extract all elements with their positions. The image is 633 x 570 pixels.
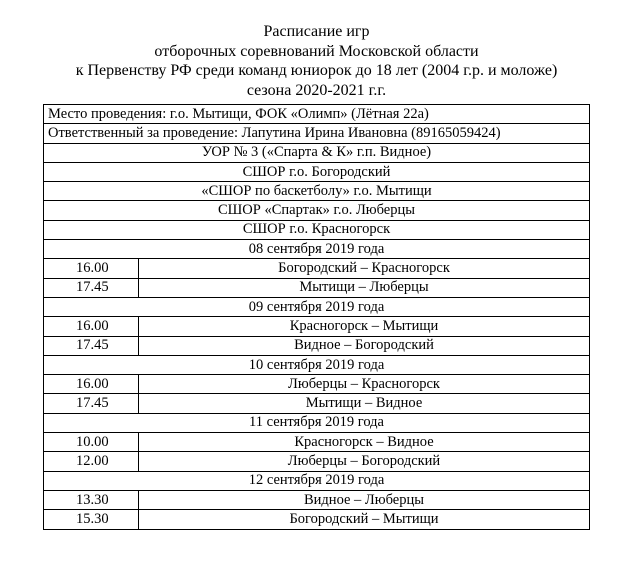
game-time: 16.00	[44, 375, 139, 394]
schedule-table	[43, 104, 590, 530]
game-time: 10.00	[44, 433, 139, 452]
responsible-row	[44, 124, 590, 143]
game-row	[44, 317, 590, 336]
game-match: Красногорск – Видное	[139, 433, 590, 452]
game-time: 13.30	[44, 490, 139, 509]
title-line-2: отборочных соревнований Московской области	[154, 42, 479, 60]
game-time: 15.30	[44, 510, 139, 529]
game-time: 16.00	[44, 317, 139, 336]
game-match: Люберцы – Красногорск	[139, 375, 590, 394]
game-time: 17.45	[44, 394, 139, 413]
team-cell: УОР № 3 («Спарта & К» г.п. Видное)	[44, 143, 590, 162]
game-row	[44, 490, 590, 509]
team-row	[44, 162, 590, 181]
game-match: Богородский – Мытищи	[139, 510, 590, 529]
venue-row	[44, 105, 590, 124]
game-row	[44, 278, 590, 297]
game-row	[44, 259, 590, 278]
team-row	[44, 143, 590, 162]
team-row	[44, 220, 590, 239]
team-cell: СШОР г.о. Богородский	[44, 162, 590, 181]
game-row	[44, 433, 590, 452]
game-time: 17.45	[44, 278, 139, 297]
game-row	[44, 375, 590, 394]
game-time: 16.00	[44, 259, 139, 278]
game-row	[44, 394, 590, 413]
game-match: Красногорск – Мытищи	[139, 317, 590, 336]
date-row	[44, 413, 590, 432]
date-row	[44, 471, 590, 490]
date-cell: 09 сентября 2019 года	[44, 297, 590, 316]
title-line-1: Расписание игр	[263, 23, 370, 40]
document-title	[0, 22, 633, 100]
team-row	[44, 182, 590, 201]
venue-cell: Место проведения: г.о. Мытищи, ФОК «Олимп» (Лётная 22а)	[44, 105, 590, 124]
date-cell: 12 сентября 2019 года	[44, 471, 590, 490]
game-row	[44, 510, 590, 529]
game-match: Видное – Богородский	[139, 336, 590, 355]
game-match: Мытищи – Видное	[139, 394, 590, 413]
game-match: Видное – Люберцы	[139, 490, 590, 509]
date-cell: 08 сентября 2019 года	[44, 240, 590, 259]
title-line-3: к Первенству РФ среди команд юниорок до 18 лет (2004 г.р. и моложе)	[75, 62, 558, 79]
team-cell: СШОР г.о. Красногорск	[44, 220, 590, 239]
responsible-cell: Ответственный за проведение: Лапутина Ирина Ивановна (89165059424)	[44, 124, 590, 143]
game-row	[44, 452, 590, 471]
date-row	[44, 240, 590, 259]
date-row	[44, 355, 590, 374]
team-cell: «СШОР по баскетболу» г.о. Мытищи	[44, 182, 590, 201]
title-line-4: сезона 2020-2021 г.г.	[246, 81, 387, 99]
game-row	[44, 336, 590, 355]
game-match: Люберцы – Богородский	[139, 452, 590, 471]
team-row	[44, 201, 590, 220]
game-time: 12.00	[44, 452, 139, 471]
date-cell: 11 сентября 2019 года	[44, 413, 590, 432]
game-time: 17.45	[44, 336, 139, 355]
game-match: Мытищи – Люберцы	[139, 278, 590, 297]
date-row	[44, 297, 590, 316]
game-match: Богородский – Красногорск	[139, 259, 590, 278]
date-cell: 10 сентября 2019 года	[44, 355, 590, 374]
team-cell: СШОР «Спартак» г.о. Люберцы	[44, 201, 590, 220]
